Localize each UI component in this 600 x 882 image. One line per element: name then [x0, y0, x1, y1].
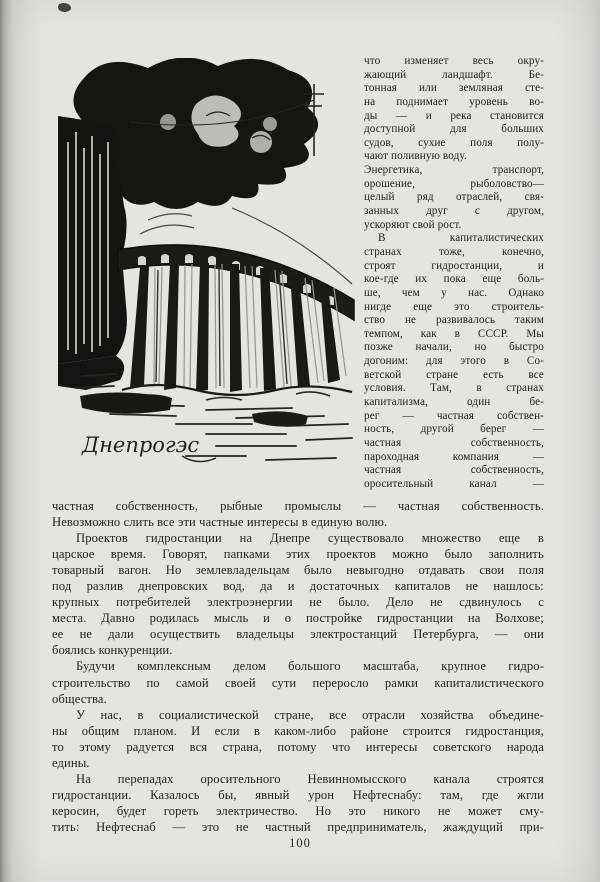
text-line: нигде еще это строитель- — [364, 300, 544, 313]
text-line: Энергетика, транспорт, — [364, 164, 544, 177]
text-line: частная собственность, — [364, 436, 544, 449]
text-line: тонная или земляная сте- — [364, 82, 544, 95]
text-line: пароходная компания — — [364, 450, 544, 463]
text-line: что изменяет весь окру- — [364, 55, 544, 67]
text-line: орошение, рыболовство— — [364, 177, 544, 190]
text-line: ды — и река становится — [364, 109, 544, 122]
text-line: чают поливную воду. — [364, 150, 467, 163]
text-line: капитализма, один бе- — [364, 396, 544, 409]
page-number: 100 — [289, 836, 311, 850]
text-line: условия. Там, в странах — [364, 382, 544, 395]
text-line: жающий ландшафт. Бе- — [364, 68, 544, 81]
right-text-column — [364, 52, 544, 492]
text-line: темпом, как в СССР. Мы — [364, 327, 544, 340]
text-line: занных друг с другом, — [364, 205, 544, 218]
main-text-block — [52, 498, 544, 836]
text-line: царское время. Говорят, папками этих проектов можно было заполнить — [52, 546, 544, 561]
text-line: Будучи комплексным делом большого масштаба, крупное гидро- — [76, 659, 544, 674]
text-line: На перепадах оросительного Невинномысского канала строятся — [76, 772, 544, 787]
text-line: под разлив днепровских вод, да и достаточных капиталов не нашлось: — [52, 578, 544, 593]
text-line: Проектов гидростанции на Днепре существовало множество еще в — [76, 530, 544, 545]
text-line: догоним: для этого в Со- — [364, 355, 544, 368]
text-line: доступной для больших — [364, 123, 544, 136]
text-line: судов, сухие поля полу- — [364, 136, 544, 149]
figure-caption: Днепрогэс — [82, 433, 200, 457]
text-line: странах тоже, конечно, — [364, 245, 544, 258]
text-line: ны общим планом. И если в каком-либо районе строится гидростанция, — [52, 723, 544, 738]
text-line: общества. — [52, 691, 107, 706]
top-section — [52, 52, 544, 492]
text-line: У нас, в социалистической стране, все отрасли хозяйства объедине- — [76, 707, 544, 722]
text-line: позже начали, но быстро — [364, 341, 544, 354]
figure-dneproges — [52, 52, 364, 470]
text-line: гидростанции. Казалось бы, явный урон Нефтеснабу: там, где жгли — [52, 788, 544, 803]
text-line: на поднимает уровень во- — [364, 95, 544, 108]
text-line: целый ряд отраслей, свя- — [364, 191, 544, 204]
text-line: боялись конкуренции. — [52, 643, 173, 658]
text-line: частная собственность, рыбные промыслы — частная собственность. — [52, 498, 544, 513]
text-line: то этому радуется вся страна, потому что интересы советского народа — [52, 739, 544, 754]
dark-water-patch-right — [252, 411, 308, 426]
text-line: строят гидростанции, и — [364, 259, 544, 272]
text-line: оросительный канал — — [364, 477, 544, 490]
dneproges-dam-illustration — [56, 58, 356, 470]
text-line: тить: Нефтеснаб — это не частный предприниматель, жаждущий при- — [52, 820, 544, 835]
text-line: Невозможно слить все эти частные интересы в единую волю. — [52, 514, 388, 529]
text-line: В капиталистических — [378, 232, 544, 245]
page-content — [52, 52, 544, 835]
text-line: керосин, будет гореть электричество. Но это никого не может сму- — [52, 804, 544, 819]
text-line: частная собственность, — [364, 464, 544, 477]
text-line: строительство по самой своей сути переросло рамки капиталистического — [52, 675, 544, 690]
text-line: едины. — [52, 756, 90, 770]
text-line: ветской стране есть все — [364, 368, 544, 381]
print-smudge — [58, 3, 71, 12]
text-line: места. Давно родилась мысль и о постройке гидростанции на Волхове; — [52, 611, 544, 626]
text-line: товарный вагон. Но землевладельцам было невыгодно отдавать свои поля — [52, 562, 544, 577]
text-line: ность, другой берег — — [364, 423, 544, 436]
text-line: рег — частная собствен- — [364, 409, 544, 422]
text-line: кое-где их пока еще боль- — [364, 273, 544, 286]
left-bank — [58, 116, 127, 390]
text-line: ше, чем у нас. Однако — [364, 286, 544, 299]
text-line: ее не дали осуществить владельцы электростанций Петербурга, — они — [52, 627, 544, 642]
text-line: ство не развивалось таким — [364, 314, 544, 327]
text-line: ускоряют свой рост. — [364, 218, 462, 231]
text-line: крупных потребителей электроэнергии не было. Дело не сдвинулось с — [52, 595, 544, 610]
